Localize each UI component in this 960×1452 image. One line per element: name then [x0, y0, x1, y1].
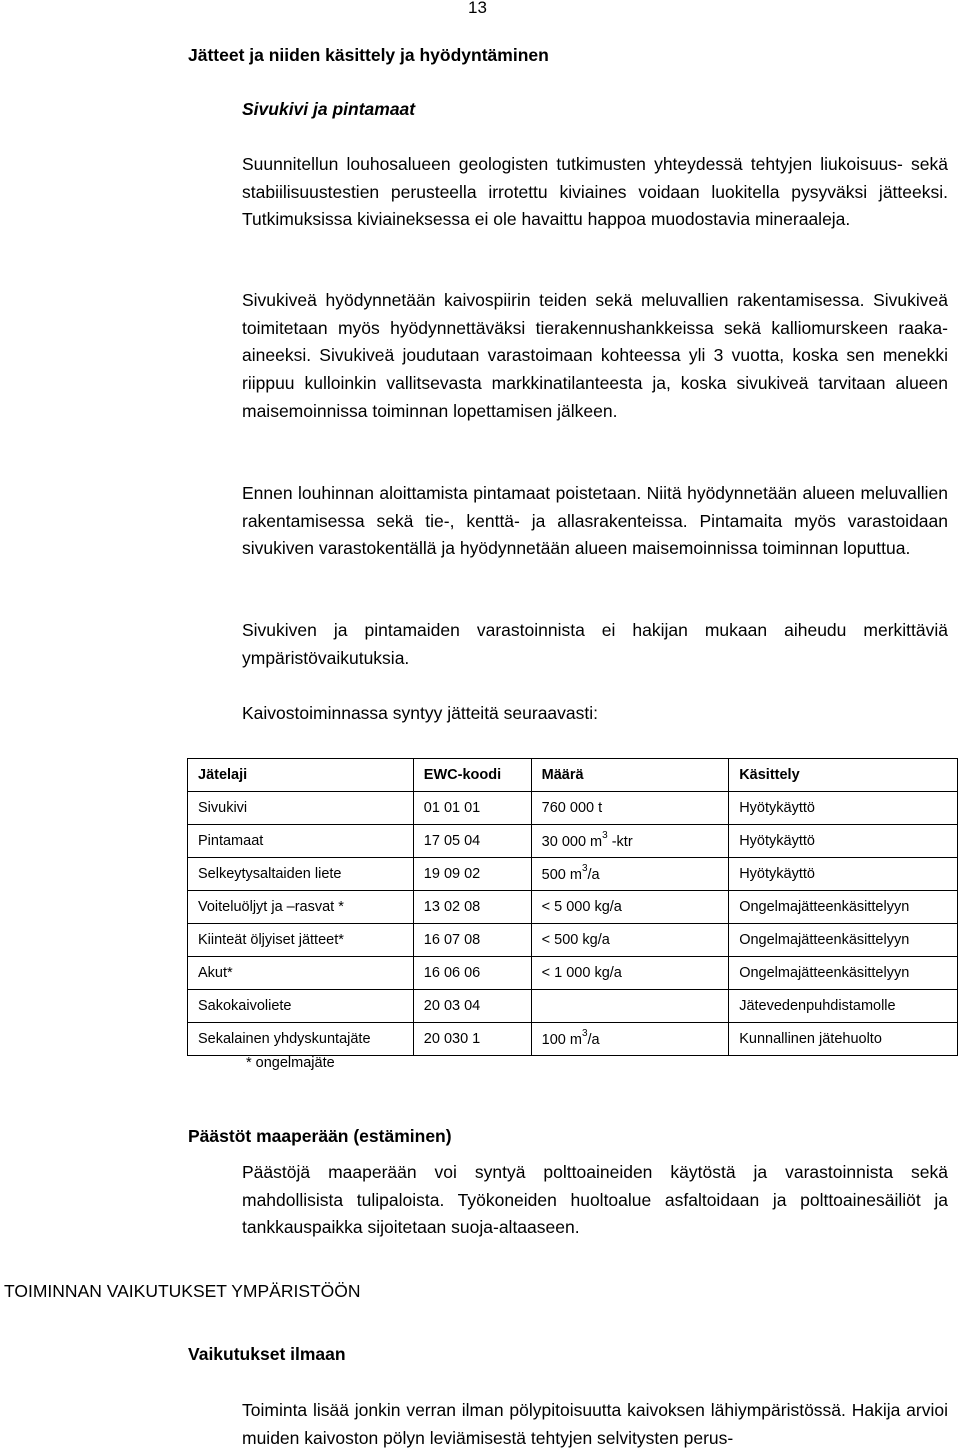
unit-superscript: 3: [602, 830, 608, 842]
paragraph-table-intro: Kaivostoiminnassa syntyy jätteitä seuraavasti:: [242, 703, 598, 723]
table-row: [188, 924, 958, 957]
table-row: [188, 1023, 958, 1056]
cell-handling: Jätevedenpuhdistamolle: [729, 990, 958, 1023]
header-ewc-code: EWC-koodi: [413, 759, 531, 792]
table-row: [188, 858, 958, 891]
cell-handling: Ongelmajätteenkäsittelyyn: [729, 891, 958, 924]
main-heading-environment: TOIMINNAN VAIKUTUKSET YMPÄRISTÖÖN: [4, 1281, 361, 1301]
cell-amount: 500 $m^3/a$: [531, 858, 729, 891]
cell-waste-type: Sakokaivoliete: [188, 990, 414, 1023]
cell-handling: Hyötykäyttö: [729, 792, 958, 825]
unit-superscript: 3: [581, 1028, 588, 1040]
cell-waste-type: Akut*: [188, 957, 414, 990]
header-handling: Käsittely: [729, 759, 958, 792]
cell-waste-type: Pintamaat: [188, 825, 414, 858]
cell-ewc-code: 01 01 01: [413, 792, 531, 825]
paragraph-waste-rock-use: Sivukiveä hyödynnetään kaivospiirin teiden sekä meluvallien rakentamisessa. Sivukiveä toimitetaan myös hyödynnettäväksi tierakennushankkeissa sekä kalliomurskeen raaka-aineeksi. Sivukiveä joudutaan varastoimaan kohteessa yli 3 vuotta, koska sen menekki riippuu kulloinkin vallitsevasta markkinatilanteesta ja, koska sivukiveä tarvitaan alueen maisemoinnissa toiminnan lopettamisen jälkeen.: [242, 290, 948, 421]
waste-table-body: [188, 792, 958, 1056]
paragraph-topsoil: Ennen louhinnan aloittamista pintamaat poistetaan. Niitä hyödynnetään alueen meluvallien rakentamisessa sekä tie-, kenttä- ja allasrakenteissa. Pintamaita myös varastoidaan sivukiven varastokentällä ja hyödynnetään alueen maisemoinnissa toiminnan loputtua.: [242, 483, 948, 559]
paragraph-air: Toiminta lisää jonkin verran ilman pölypitoisuutta kaivoksen lähiympäristössä. Hakija arvioi muiden kaivoston pölyn leviämisestä tehtyjen selvitysten perus-: [242, 1400, 948, 1448]
cell-waste-type: Voiteluöljyt ja –rasvat *: [188, 891, 414, 924]
cell-ewc-code: 19 09 02: [413, 858, 531, 891]
cell-handling: Kunnallinen jätehuolto: [729, 1023, 958, 1056]
cell-ewc-code: 16 07 08: [413, 924, 531, 957]
section-title-soil: Päästöt maaperään (estäminen): [188, 1126, 452, 1146]
cell-waste-type: Sekalainen yhdyskuntajäte: [188, 1023, 414, 1056]
section-title-air: Vaikutukset ilmaan: [188, 1344, 346, 1364]
cell-waste-type: Selkeytysaltaiden liete: [188, 858, 414, 891]
cell-amount: < 1 000 kg/a: [531, 957, 729, 990]
header-waste-type: Jätelaji: [188, 759, 414, 792]
cell-amount: 760 000 t: [531, 792, 729, 825]
section-title-waste: Jätteet ja niiden käsittely ja hyödyntäminen: [188, 45, 549, 65]
unit-superscript: 3: [581, 863, 588, 875]
cell-amount: [531, 990, 729, 1023]
cell-handling: Ongelmajätteenkäsittelyyn: [729, 957, 958, 990]
cell-ewc-code: 17 05 04: [413, 825, 531, 858]
cell-ewc-code: 16 06 06: [413, 957, 531, 990]
cell-handling: Hyötykäyttö: [729, 825, 958, 858]
page-number: 13: [468, 0, 487, 17]
header-amount: Määrä: [531, 759, 729, 792]
paragraph-impact: Sivukiven ja pintamaiden varastoinnista ei hakijan mukaan aiheudu merkittäviä ympäristövaikutuksia.: [242, 620, 948, 668]
cell-waste-type: Kiinteät öljyiset jätteet*: [188, 924, 414, 957]
cell-amount: 100 $m^3/a$: [531, 1023, 729, 1056]
cell-ewc-code: 20 030 1: [413, 1023, 531, 1056]
subsection-title-waste-rock: Sivukivi ja pintamaat: [242, 99, 416, 119]
cell-handling: Ongelmajätteenkäsittelyyn: [729, 924, 958, 957]
table-row: [188, 891, 958, 924]
table-row: [188, 957, 958, 990]
cell-handling: Hyötykäyttö: [729, 858, 958, 891]
table-row: [188, 990, 958, 1023]
table-row: [188, 792, 958, 825]
table-row: [188, 825, 958, 858]
table-header-row: [188, 759, 958, 792]
table-footnote: * ongelmajäte: [246, 1055, 335, 1071]
cell-ewc-code: 20 03 04: [413, 990, 531, 1023]
cell-amount: < 500 kg/a: [531, 924, 729, 957]
paragraph-classification: Suunnitellun louhosalueen geologisten tutkimusten yhteydessä tehtyjen liukoisuus- sekä stabiilisuustestien perusteella irrotettu kiviaines voidaan luokitella pysyväksi jätteeksi. Tutkimuksissa kiviaineksessa ei ole havaittu happoa muodostavia mineraaleja.: [242, 154, 948, 230]
cell-waste-type: Sivukivi: [188, 792, 414, 825]
cell-amount: 30 000 $m^3$ -ktr: [531, 825, 729, 858]
cell-ewc-code: 13 02 08: [413, 891, 531, 924]
paragraph-soil: Päästöjä maaperään voi syntyä polttoaineiden käytöstä ja varastoinnista sekä mahdollisista tulipaloista. Työkoneiden huoltoalue asfaltoidaan ja polttoainesäiliöt ja tankkauspaikka sijoitetaan suoja-altaaseen.: [242, 1162, 948, 1238]
cell-amount: < 5 000 kg/a: [531, 891, 729, 924]
waste-table: [187, 758, 958, 1056]
